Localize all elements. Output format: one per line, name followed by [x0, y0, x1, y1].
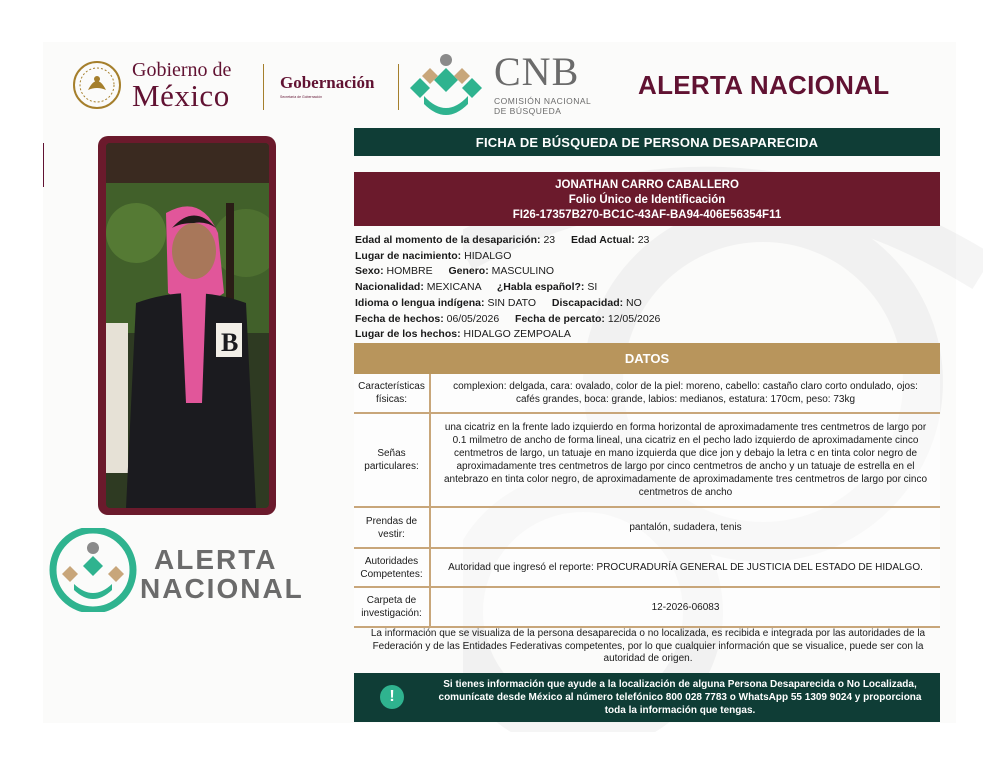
info-row-lugar-hechos: [355, 327, 940, 343]
sexo-label: Sexo:: [355, 265, 384, 278]
alerta-line1: ALERTA: [154, 544, 278, 575]
info-row-idioma: [355, 296, 940, 312]
info-row-sexo: [355, 264, 940, 280]
svg-text:B: B: [221, 328, 239, 357]
alerta-nacional-wordmark: [140, 545, 304, 603]
table-row: [354, 374, 940, 414]
header-divider: [263, 64, 264, 110]
edad-actual-value: 23: [637, 234, 650, 246]
row-label: Autoridades Competentes:: [354, 549, 431, 586]
cnb-line2: DE BÚSQUEDA: [494, 106, 562, 116]
person-name: JONATHAN CARRO CABALLERO: [555, 179, 739, 191]
row-label: Carpeta de investigación:: [354, 588, 431, 626]
info-row-edad: [355, 233, 940, 249]
habla-espanol-label: ¿Habla español?:: [496, 281, 585, 294]
exclamation-icon: !: [380, 685, 404, 709]
alert-title: ALERTA NACIONAL: [638, 70, 890, 100]
info-row-fechas: [355, 312, 940, 328]
missing-person-photo: [106, 143, 269, 508]
genero-value: MASCULINO: [491, 265, 555, 278]
genero-label: Genero:: [448, 265, 489, 278]
person-name-bar: [354, 172, 940, 226]
fecha-hechos-value: 06/05/2026: [446, 312, 500, 325]
header-divider: [398, 64, 399, 110]
alerta-nacional-emblem-icon: [48, 528, 138, 612]
lugar-nacimiento-label: Lugar de nacimiento:: [355, 249, 462, 262]
cnb-line1: COMISIÓN NACIONAL: [494, 96, 592, 106]
ficha-title: FICHA DE BÚSQUEDA DE PERSONA DESAPARECIDA: [475, 134, 819, 150]
discapacidad-label: Discapacidad:: [551, 296, 624, 309]
idioma-label: Idioma o lengua indígena:: [355, 296, 485, 309]
table-row: [354, 588, 940, 628]
folio-value: FI26-17357B270-BC1C-43AF-BA94-406E56354F11: [512, 209, 782, 221]
help-bar: [354, 673, 940, 722]
row-label: Señas particulares:: [354, 414, 431, 506]
nacionalidad-label: Nacionalidad:: [355, 281, 424, 294]
fecha-hechos-label: Fecha de hechos:: [355, 312, 444, 325]
national-seal-icon: [72, 60, 122, 110]
disclaimer-text: La información que se visualiza de la persona desaparecida o no localizada, es recibida e integrada por las autoridades de la Federación y de las Entidades Federativas competentes, por lo que cualquier información que se visualice, puede ser con la autoridad de origen.: [370, 628, 926, 664]
lugar-nacimiento-value: HIDALGO: [464, 249, 512, 262]
lugar-hechos-value: HIDALGO ZEMPOALA: [463, 328, 571, 341]
fecha-percato-label: Fecha de percato:: [515, 312, 605, 325]
gobernacion-subtitle: Secretaría de Gobernación: [280, 95, 323, 99]
gobierno-line1: Gobierno de: [132, 58, 232, 81]
table-row: [354, 508, 940, 549]
cnb-emblem-icon: [410, 48, 482, 120]
table-row: [354, 549, 940, 588]
edad-actual-label: Edad Actual:: [571, 234, 635, 246]
row-label: Prendas de vestir:: [354, 508, 431, 547]
sexo-value: HOMBRE: [386, 265, 433, 278]
help-text: Si tienes información que ayude a la localización de alguna Persona Desaparecida o No Localizada, comunícate desde México al número telefónico 800 028 7783 o WhatsApp 55 1309 9024 y proporciona toda la información que tengas.: [438, 679, 922, 716]
fecha-percato-value: 12/05/2026: [607, 312, 661, 325]
gobernacion-logo: [280, 73, 374, 99]
folio-label: Folio Único de Identificación: [568, 194, 726, 206]
gobierno-mexico-logo: [72, 58, 252, 112]
cnb-acronym: CNB: [494, 49, 580, 94]
alerta-line2: NACIONAL: [140, 573, 304, 604]
row-label: Características físicas:: [354, 374, 431, 412]
table-row: [354, 414, 940, 508]
datos-title: DATOS: [624, 351, 670, 366]
discapacidad-value: NO: [626, 296, 642, 309]
cnb-logo: [410, 48, 610, 118]
habla-espanol-value: SI: [587, 281, 598, 294]
gobierno-line2: México: [132, 77, 230, 113]
nacionalidad-value: MEXICANA: [426, 281, 482, 294]
ficha-title-bar: [354, 128, 940, 156]
row-value: una cicatriz en la frente lado izquierdo en forma horizontal de aproximadamente tres centmetros de largo por 0.1 milmetro de ancho de forma lineal, una cicatriz en el pecho lado izquierdo de aproximadamente cinco centmetros de largo, un tatuaje en mano izquierda que dice jon y debajo la letra c en tinta color negro de aproximadamente tres centmetros de largo por cinco centmetros de ancho y un tatuaje de estrella en el antebrazo en tinta color negro, de aproximadamente de aproximadamente tres centmetros de largo por cinco centmetros de ancho: [443, 422, 928, 498]
datos-header: [354, 343, 940, 374]
edad-desaparicion-label: Edad al momento de la desaparición:: [355, 234, 541, 246]
lugar-hechos-label: Lugar de los hechos:: [355, 328, 461, 341]
left-accent-rule: [43, 143, 44, 187]
row-value: pantalón, sudadera, tenis: [629, 522, 742, 533]
gobernacion-title: Gobernación: [280, 73, 375, 92]
info-row-nacimiento: [355, 249, 940, 265]
datos-table: [354, 374, 940, 628]
row-value: complexion: delgada, cara: ovalado, color de la piel: moreno, cabello: castaño claro corto ondulado, ojos: cafés grandes, boca: grande, labios: medianos, estatura: 170cm, peso: 73kg: [453, 381, 918, 405]
info-block: [355, 233, 940, 343]
row-value: Autoridad que ingresó el reporte: PROCURADURÍA GENERAL DE JUSTICIA DEL ESTADO DE HIDALGO.: [448, 562, 923, 573]
row-value: 12-2026-06083: [651, 601, 720, 613]
info-row-nacionalidad: [355, 280, 940, 296]
edad-desaparicion-value: 23: [543, 234, 556, 246]
idioma-value: SIN DATO: [487, 296, 537, 309]
